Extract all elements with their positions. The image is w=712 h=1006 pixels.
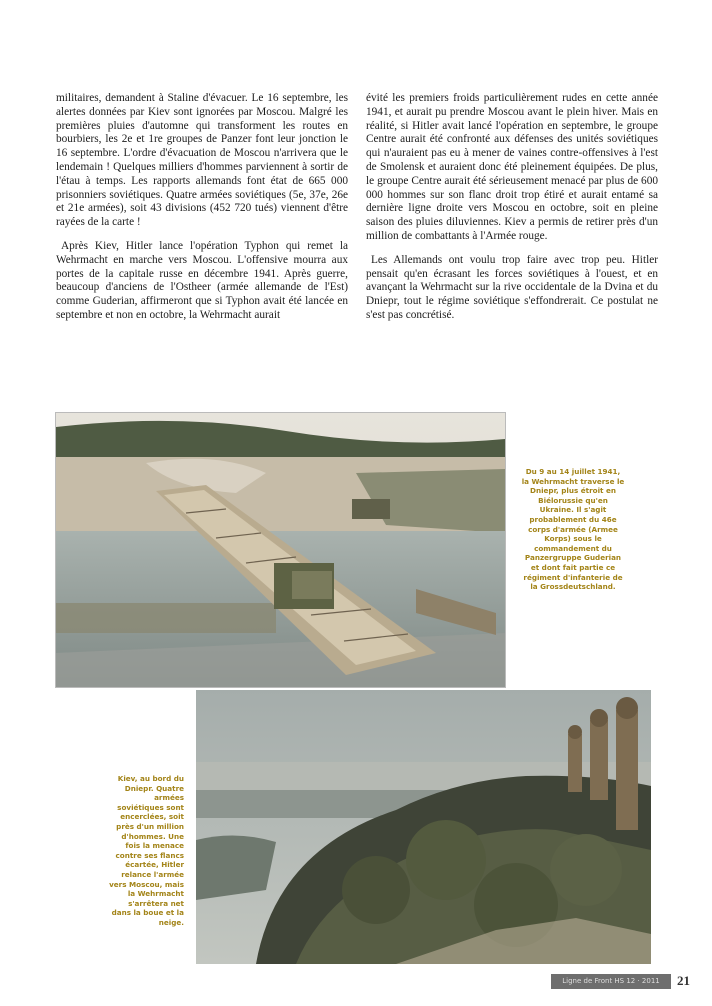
footer-issue-label: Ligne de Front HS 12 · 2011 — [562, 977, 660, 985]
paragraph: évité les premiers froids particulièrement rudes en cette année 1941, et aurait pu prendre Moscou avant le plein hiver. Mais en réalité, si Hitler avait lancé l'opération en septembre, le groupe Centre aurait été confronté aux défenses des unités soviétiques qui n'auraient pas eu à mener de vaines contre-offensives à l'est de Smolensk et auraient donc été pleinement équipées. De plus, le groupe Centre aurait été sérieusement menacé par plus de 600 000 hommes sur son flanc droit trop étiré et aurait entamé sa dernière ligne droite vers Moscou en octobre, soit en pleine saison des pluies diluviennes. Kiev a permis de retirer près d'un million de combattants à l'Armée rouge. — [366, 92, 658, 242]
right-text-column — [366, 92, 658, 333]
page-number: 21 — [677, 973, 690, 988]
paragraph: Les Allemands ont voulu trop faire avec trop peu. Hitler pensait qu'en écrasant les forces soviétiques à l'ouest, et en avançant la Wehrmacht sur la rive occidentale de la Dvina et du Dniepr, tout le régime soviétique s'effondrerait. Ce postulat ne s'est pas concrétisé. — [366, 253, 658, 321]
left-text-column — [56, 92, 348, 333]
footer-banner — [551, 974, 671, 989]
kiev-dnieper-photo — [196, 690, 651, 964]
pontoon-bridge-photo — [55, 412, 506, 688]
paragraph: Après Kiev, Hitler lance l'opération Typhon qui remet la Wehrmacht en marche vers Moscou. L'offensive mourra aux portes de la capitale russe en décembre 1941. Après guerre, beaucoup d'anciens de l'Ostheer (armée allemande de l'Est) comme Guderian, affirmeront que si Typhon avait été lancée en septembre et non en octobre, la Wehrmacht aurait — [56, 239, 348, 321]
bridge-photo-caption: Du 9 au 14 juillet 1941, la Wehrmacht traverse le Dniepr, plus étroit en Biélorussie qu'en Ukraine. Il s'agit probablement du 46e corps d'armée (Armee Korps) sous le commandement du Panzergruppe Guderian et dont fait partie ce régiment d'infanterie de la Grossdeutschland. — [521, 467, 625, 592]
paragraph: militaires, demandent à Staline d'évacuer. Le 16 septembre, les alertes données par Kiev sont ignorées par Moscou. Malgré les premières pluies d'automne qui transforment les routes en bourbiers, les 2e et 1re groupes de Panzer font leur jonction le 16 septembre. L'ordre d'évacuation de Moscou n'arrivera que le lendemain ! Quelques milliers d'hommes parviennent à sortir de l'étau à temps. Les rapports allemands font état de 665 000 prisonniers soviétiques. Quatre armées soviétiques (5e, 37e, 26e et 21e armées), soit 43 divisions (452 720 tués) viennent d'être rayées de la carte ! — [56, 92, 348, 229]
kiev-photo-caption: Kiev, au bord du Dniepr. Quatre armées soviétiques sont encerclées, soit près d'un million d'hommes. Une fois la menace contre ses flancs écartée, Hitler relance l'armée vers Moscou, mais la Wehrmacht s'arrêtera net dans la boue et la neige. — [109, 774, 184, 927]
